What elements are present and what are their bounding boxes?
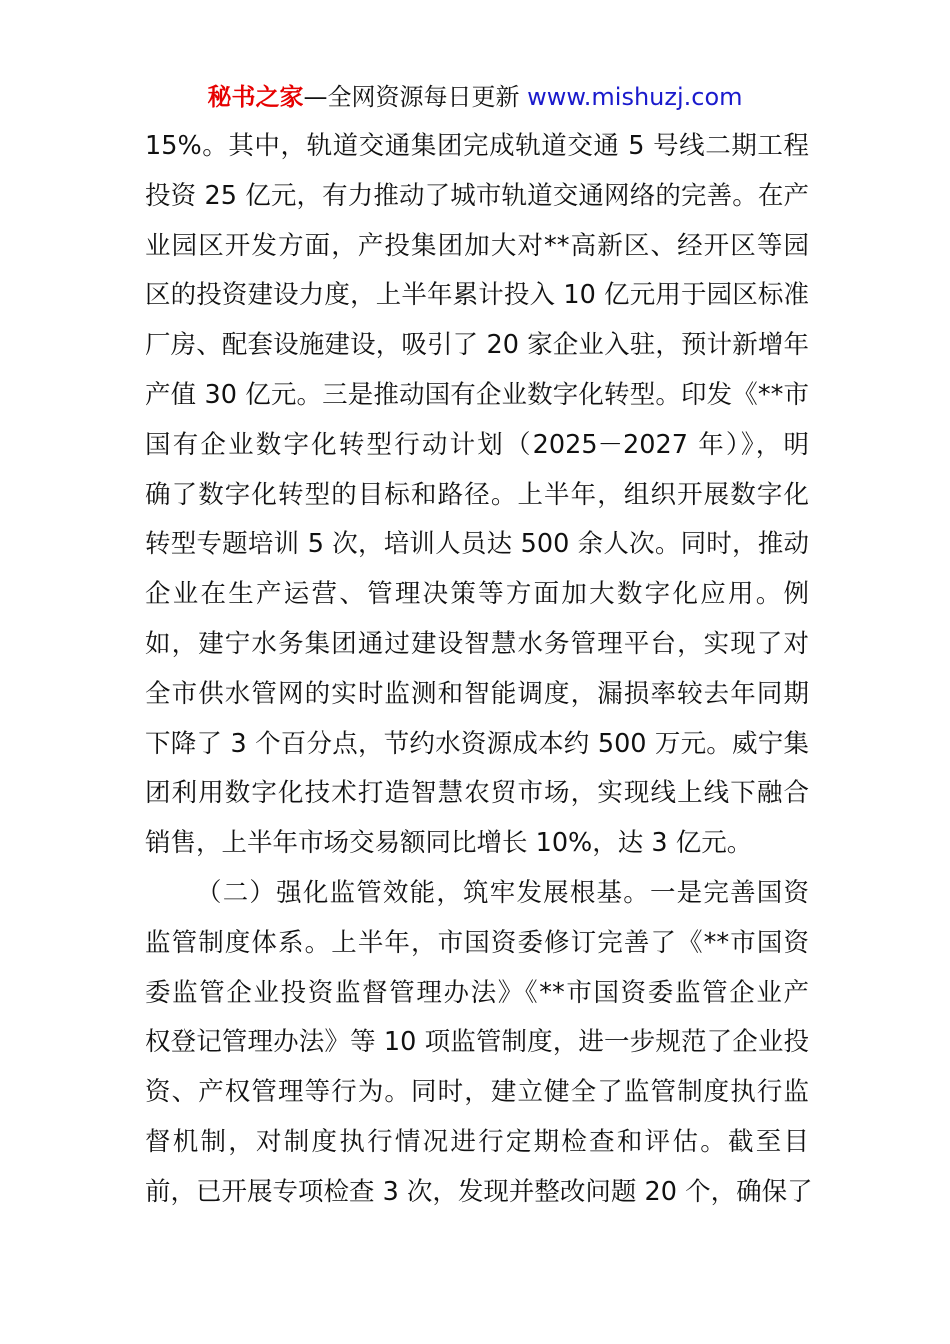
text-line: 投资 25 亿元，有力推动了城市轨道交通网络的完善。在产 [145, 180, 809, 211]
text-line: 监管制度体系。上半年，市国资委修订完善了《**市国资 [145, 927, 809, 958]
text-line: 15%。其中，轨道交通集团完成轨道交通 5 号线二期工程 [145, 131, 809, 161]
text-line: 业园区开发方面，产投集团加大对**高新区、经开区等园 [145, 230, 809, 261]
text-line: 前，已开展专项检查 3 次，发现并整改问题 20 个，确保了 [145, 1176, 813, 1207]
document-body [145, 122, 813, 1218]
text-line: 全市供水管网的实时监测和智能调度，漏损率较去年同期 [145, 678, 809, 709]
text-line: 督机制，对制度执行情况进行定期检查和评估。截至目 [145, 1126, 809, 1157]
paragraph-end-line: 销售，上半年市场交易额同比增长 10%，达 3 亿元。 [145, 828, 753, 859]
text-line: 权登记管理办法》等 10 项监管制度，进一步规范了企业投 [145, 1027, 809, 1058]
site-url-link[interactable]: www.mishuzj.com [527, 83, 743, 111]
site-brand: 秘书之家 [207, 83, 304, 111]
text-line: 确了数字化转型的目标和路径。上半年，组织开展数字化 [145, 479, 809, 510]
text-line: 下降了 3 个百分点，节约水资源成本约 500 万元。威宁集 [145, 728, 809, 759]
text-line: 国有企业数字化转型行动计划（2025－2027 年）》，明 [145, 429, 809, 460]
text-line: 委监管企业投资监督管理办法》《**市国资委监管企业产 [145, 977, 809, 1008]
text-line: 资、产权管理等行为。同时，建立健全了监管制度执行监 [145, 1077, 809, 1108]
site-tagline: —全网资源每日更新 [303, 83, 528, 111]
site-header [0, 80, 950, 114]
text-line: 区的投资建设力度，上半年累计投入 10 亿元用于园区标准 [145, 280, 809, 311]
text-line: 企业在生产运营、管理决策等方面加大数字化应用。例 [145, 579, 809, 610]
text-line: 团利用数字化技术打造智慧农贸市场，实现线上线下融合 [145, 778, 809, 809]
text-line: 产值 30 亿元。三是推动国有企业数字化转型。印发《**市 [145, 379, 809, 410]
text-line: 厂房、配套设施建设，吸引了 20 家企业入驻，预计新增年 [145, 330, 809, 361]
text-line: 如，建宁水务集团通过建设智慧水务管理平台，实现了对 [145, 628, 809, 659]
section-heading-line: （二）强化监管效能，筑牢发展根基。一是完善国资 [196, 877, 809, 908]
text-line: 转型专题培训 5 次，培训人员达 500 余人次。同时，推动 [145, 529, 809, 560]
